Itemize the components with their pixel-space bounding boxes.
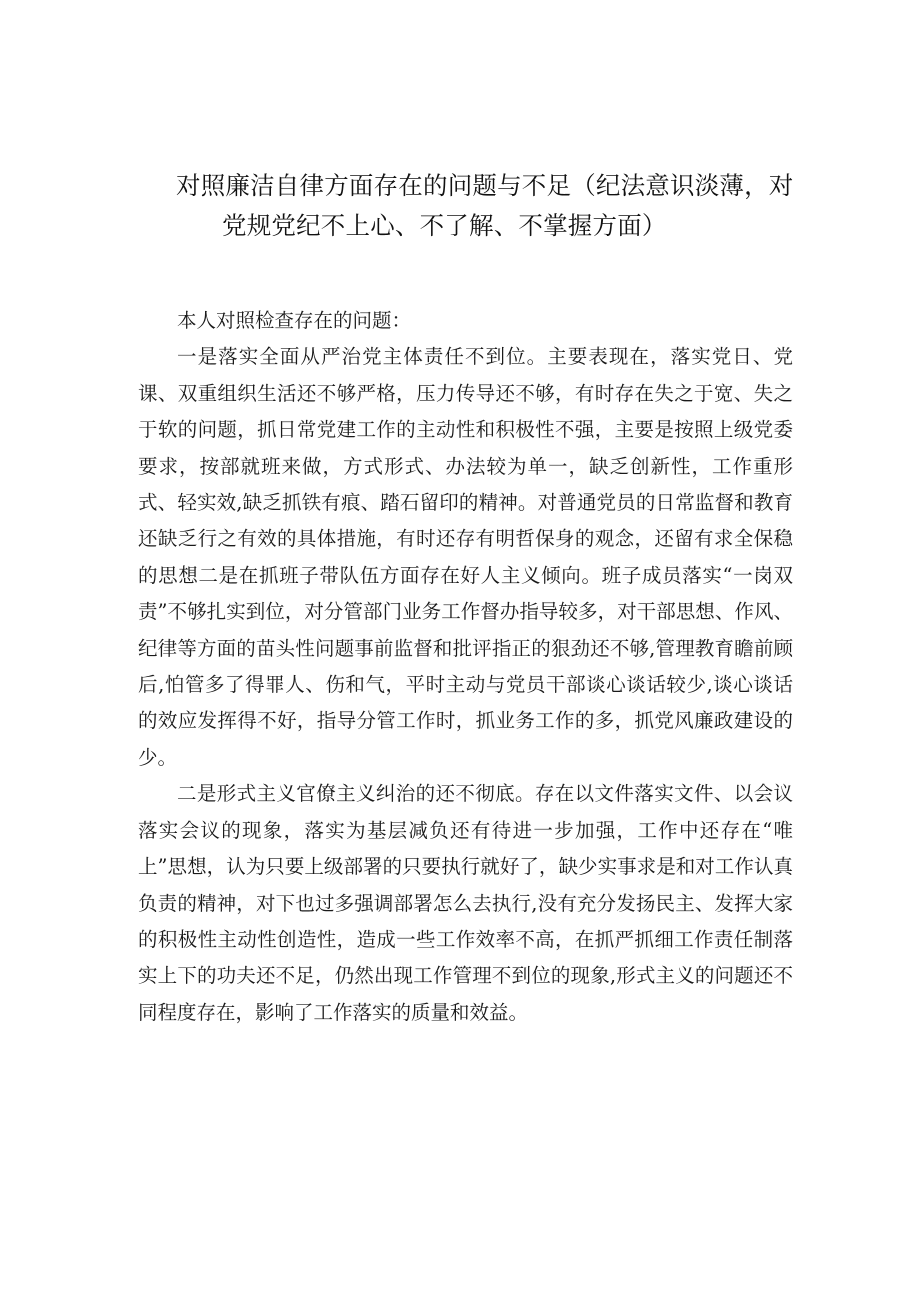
title-line-2: 党规党纪不上心、不了解、不掌握方面）	[222, 211, 667, 240]
paragraph-2: 二是形式主义官僚主义纠治的还不彻底。存在以文件落实文件、以会议落实会议的现象，落实为基层减负还有待进一步加强，工作中还存在“唯上”思想，认为只要上级部署的只要执行就好了，缺少实事求是和对工作认真负责的精神，对下也过多强调部署怎么去执行,没有充分发扬民主、发挥大家的积极性主动性创造性，造成一些工作效率不高，在抓严抓细工作责任制落实上下的功夫还不足，仍然出现工作管理不到位的现象,形式主义的问题还不同程度存在，影响了工作落实的质量和效益。	[138, 782, 793, 1024]
intro-paragraph: 本人对照检查存在的问题：	[177, 309, 412, 332]
paragraph-1: 一是落实全面从严治党主体责任不到位。主要表现在，落实党日、党课、双重组织生活还不够严格，压力传导还不够，有时存在失之于宽、失之于软的问题，抓日常党建工作的主动性和积极性不强，主要是按照上级党委要求，按部就班来做，方式形式、办法较为单一，缺乏创新性，工作重形式、轻实效,缺乏抓铁有痕、踏石留印的精神。对普通党员的日常监督和教育还缺乏行之有效的具体措施，有时还存有明哲保身的观念，还留有求全保稳的思想二是在抓班子带队伍方面存在好人主义倾向。班子成员落实“一岗双责”不够扎实到位，对分管部门业务工作督办指导较多，对干部思想、作风、纪律等方面的苗头性问题事前监督和批评指正的狠劲还不够,管理教育瞻前顾后,怕管多了得罪人、伤和气，平时主动与党员干部谈心谈话较少,谈心谈话的效应发挥得不好，指导分管工作时，抓业务工作的多，抓党风廉政建设的少。	[138, 345, 793, 769]
title-line-1: 对照廉洁自律方面存在的问题与不足（纪法意识淡薄，对	[176, 171, 794, 200]
document-title	[176, 166, 796, 246]
document-body	[138, 303, 793, 1031]
